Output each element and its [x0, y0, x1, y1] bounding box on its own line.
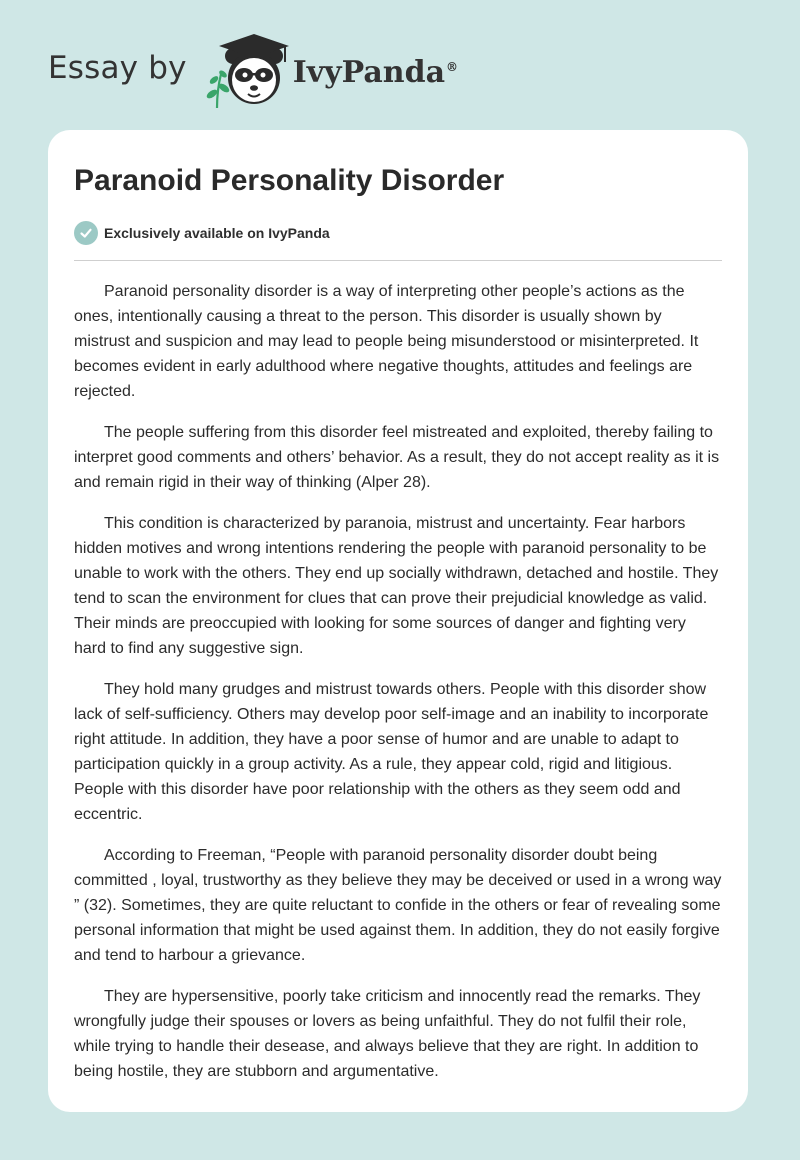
paragraph: They hold many grudges and mistrust towards others. People with this disorder show lack of self-sufficiency. Others may develop poor self-image and an inability to incorporate right attitude. In addition, they have a poor sense of humor and are unable to adapt to participation quickly in a group activity. As a rule, they appear cold, rigid and litigious. People with this disorder have poor relationship with the others as they seem odd and eccentric.: [74, 681, 709, 823]
exclusive-badge: [74, 221, 330, 245]
paragraph: The people suffering from this disorder feel mistreated and exploited, thereby failing to interpret good comments and others’ behavior. As a result, they do not accept reality as it is and remain rigid in their way of thinking (Alper 28).: [74, 424, 720, 491]
paragraph: According to Freeman, “People with paranoid personality disorder doubt being committed , loyal, trustworthy as they believe they may be deceived or used in a wrong way ” (32). Sometimes, they are quite reluctant to confide in the others or fear of revealing some personal information that might be used against them. In addition, they do not easily forgive and tend to harbour a grievance.: [74, 847, 722, 964]
divider: [74, 260, 722, 261]
trademark-symbol: ®: [446, 59, 459, 74]
badge-label: Exclusively available on IvyPanda: [104, 225, 330, 241]
paragraph: This condition is characterized by paranoia, mistrust and uncertainty. Fear harbors hidden motives and wrong intentions rendering the people with paranoid personality to be unable to work with the others. They end up socially withdrawn, detached and hostile. They tend to scan the environment for clues that can prove their prejudicial knowledge as valid. Their minds are preoccupied with looking for some sources of danger and fighting very hard to find any suggestive sign.: [74, 515, 719, 657]
paragraph: They are hypersensitive, poorly take criticism and innocently read the remarks. They wrongfully judge their spouses or lovers as being unfaithful. They do not fulfil their role, while trying to handle their desease, and always believe that they are right. In addition to being hostile, they are stubborn and argumentative.: [74, 988, 701, 1080]
brand-text: IvyPanda: [292, 54, 446, 90]
check-icon: [74, 221, 98, 245]
essay-card: [48, 130, 748, 1112]
page-title: Paranoid Personality Disorder: [74, 164, 505, 197]
site-header: [48, 30, 508, 110]
paragraph: Paranoid personality disorder is a way of interpreting other people’s actions as the ones, intentionally causing a threat to the person. This disorder is usually shown by mistrust and suspicion and may lead to people being misunderstood or misinterpreted. It becomes evident in early adulthood where negative thoughts, attitudes and feelings are rejected.: [74, 283, 699, 400]
panda-logo-icon[interactable]: [201, 30, 293, 110]
leaf-icon: [205, 69, 231, 108]
essay-body: [74, 279, 722, 1100]
brand-name[interactable]: [293, 55, 458, 90]
essay-by-label: Essay by: [48, 50, 187, 86]
